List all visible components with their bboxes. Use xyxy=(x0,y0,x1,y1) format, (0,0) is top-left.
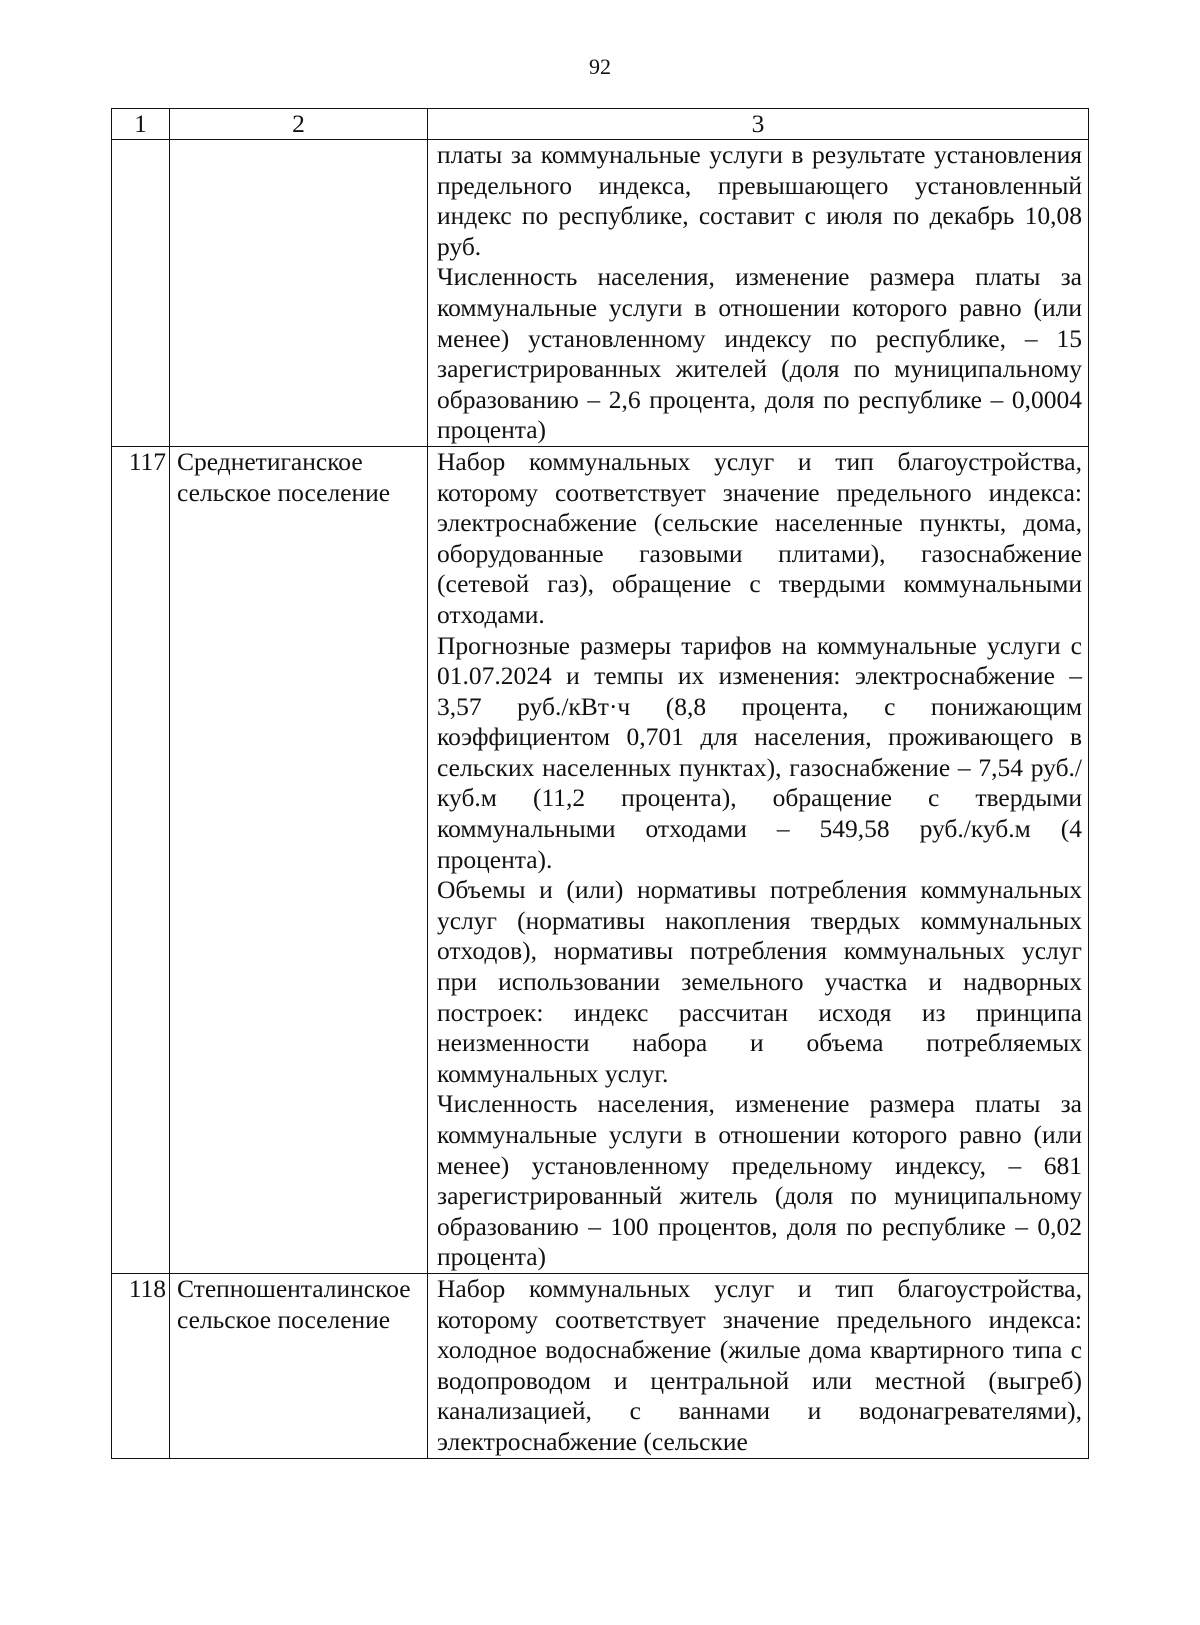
table-header-row xyxy=(112,109,1089,140)
column-header-3: 3 xyxy=(428,109,1089,140)
column-header-2: 2 xyxy=(170,109,428,140)
paragraph: Набор коммунальных услуг и тип благоустройства, которому соответствует значение предельного индекса: холодное водоснабжение (жилые дома квартирного типа с водопроводом и центральной или местной (выгреб) канализацией, с ваннами и водонагревателями), электроснабжение (сельские xyxy=(437,1273,1082,1456)
row-description xyxy=(428,140,1089,447)
row-number xyxy=(112,140,170,447)
table-row xyxy=(112,140,1089,447)
settlement-name: Степношенталинское сельское поселение xyxy=(170,1273,428,1458)
page-number: 92 xyxy=(589,54,611,79)
row-number: 117 xyxy=(112,446,170,1273)
paragraph: платы за коммунальные услуги в результате установления предельного индекса, превышающего установленный индекс по республике, составит с июля по декабрь 10,08 руб. xyxy=(437,140,1082,261)
row-description xyxy=(428,446,1089,1273)
table-row xyxy=(112,1273,1089,1458)
paragraph: Набор коммунальных услуг и тип благоустройства, которому соответствует значение предельного индекса: электроснабжение (сельские населенные пункты, дома, оборудованные газовыми плитами), газоснабжение (сетевой газ), обращение с твердыми коммунальными отходами. xyxy=(437,446,1082,629)
settlement-name xyxy=(170,140,428,447)
row-description xyxy=(428,1273,1089,1458)
column-header-1: 1 xyxy=(112,109,170,140)
paragraph: Численность населения, изменение размера платы за коммунальные услуги в отношении которого равно (или менее) установленному предельному индексу, – 681 зарегистрированный житель (доля по муниципальному образованию – 100 процентов, доля по республике – 0,02 процента) xyxy=(437,1089,1082,1272)
paragraph: Численность населения, изменение размера платы за коммунальные услуги в отношении которого равно (или менее) установленному индексу по республике, – 15 зарегистрированных жителей (доля по муниципальному образованию – 2,6 процента, доля по республике – 0,0004 процента) xyxy=(437,262,1082,445)
data-table xyxy=(111,108,1089,1459)
paragraph: Прогнозные размеры тарифов на коммунальные услуги с 01.07.2024 и темпы их изменения: электроснабжение – 3,57 руб./кВт·ч (8,8 процента, с понижающим коэффициентом 0,701 для населения, проживающего в сельских населенных пунктах), газоснабжение – 7,54 руб./куб.м (11,2 процента), обращение с твердыми коммунальными отходами – 549,58 руб./куб.м (4 процента). xyxy=(437,630,1082,874)
table-row xyxy=(112,446,1089,1273)
paragraph: Объемы и (или) нормативы потребления коммунальных услуг (нормативы накопления твердых коммунальных отходов), нормативы потребления коммунальных услуг при использовании земельного участка и надворных построек: индекс рассчитан исходя из принципа неизменности набора и объема потребляемых коммунальных услуг. xyxy=(437,875,1082,1088)
settlement-name: Среднетиганское сельское поселение xyxy=(170,446,428,1273)
row-number: 118 xyxy=(112,1273,170,1458)
